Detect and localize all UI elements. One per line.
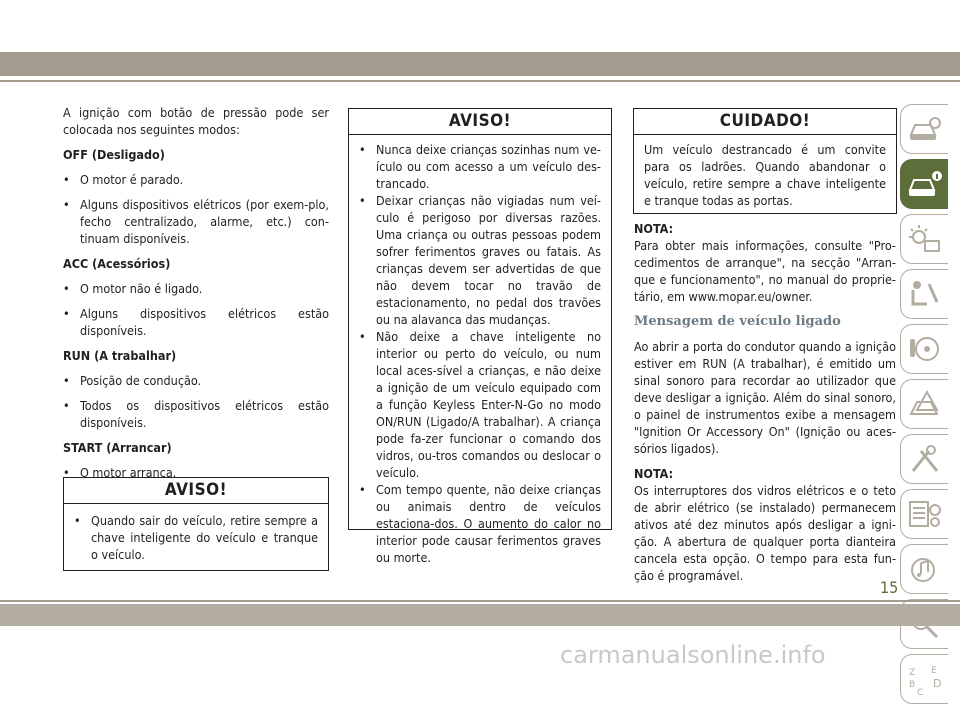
car-search-icon bbox=[907, 113, 943, 147]
bullet-item: • Posição de condução. bbox=[63, 372, 329, 389]
warning-box-children bbox=[348, 108, 612, 565]
tab-car-search[interactable] bbox=[900, 104, 948, 154]
warning-item: • Deixar crianças não vigiadas num veí-culo é perigoso por diversas razões. Uma criança ou outras pessoas podem sofrer ferimentos graves ou fatais. As crianças devem ser advertidas de que não devem tocar no travão de estacionamento, no pedal dos travões ou na alavanca das mudanças. bbox=[359, 192, 601, 328]
caution-title: CUIDADO! bbox=[634, 109, 896, 135]
airbag-seat-icon bbox=[907, 278, 943, 312]
note-text: Para obter mais informações, consulte "Pro-cedimentos de arranque", na secção "Arran-que e funcionamento", no manual do proprie-tário, em www.mopar.eu/owner. bbox=[634, 238, 896, 304]
svg-text:Z: Z bbox=[909, 668, 916, 678]
car-info-icon bbox=[907, 168, 943, 202]
section-text: Ao abrir a porta do condutor quando a ignição estiver em RUN (A trabalhar), é emitido um sinal sonoro para recordar ao utilizador que deve desligar a ignição. Além do sinal sonoro, o painel de instrumentos exibe a mensagem "Ignition Or Accessory On" (Ignição ou aces-sórios ligados). bbox=[634, 339, 896, 456]
note-text: Os interruptores dos vidros elétricos e o teto de abrir elétrico (se instalado) permanecem ativos até dez minutos após desligar a igni-ção. A abertura de qualquer porta dianteira cancela esta opção. O tempo para esta fun-ção é programável. bbox=[634, 483, 896, 583]
tab-car-info[interactable] bbox=[900, 159, 948, 209]
specs-icon bbox=[907, 498, 943, 532]
bullet-item: • Alguns dispositivos elétricos (por exem-plo, fecho centralizado, alarme, etc.) con-tinuam disponíveis. bbox=[63, 196, 329, 247]
bullet-item: • O motor não é ligado. bbox=[63, 280, 329, 297]
multimedia-icon bbox=[907, 553, 943, 587]
warning-title: AVISO! bbox=[64, 478, 328, 504]
warning-box-key bbox=[63, 477, 329, 571]
warning-light-icon bbox=[907, 223, 943, 257]
column-ignition-modes bbox=[63, 104, 329, 489]
alphabet-index-icon bbox=[907, 663, 943, 697]
tools-icon bbox=[907, 443, 943, 477]
bullet-item: • Alguns dispositivos elétricos estão disponíveis. bbox=[63, 305, 329, 339]
bottom-rule bbox=[0, 600, 960, 602]
watermark: carmanualsonline.info bbox=[560, 641, 826, 669]
mode-heading-run: RUN (A trabalhar) bbox=[63, 348, 177, 363]
steering-wheel-icon bbox=[907, 333, 943, 367]
mode-heading-start: START (Arrancar) bbox=[63, 440, 172, 455]
section-title: Mensagem de veículo ligado bbox=[634, 314, 841, 329]
top-band bbox=[0, 52, 960, 76]
tab-steering-wheel[interactable] bbox=[900, 324, 948, 374]
tab-alphabet-index[interactable] bbox=[900, 654, 948, 704]
svg-text:D: D bbox=[933, 677, 942, 690]
mode-heading-acc: ACC (Acessórios) bbox=[63, 256, 171, 271]
tab-multimedia[interactable] bbox=[900, 544, 948, 594]
svg-text:B: B bbox=[909, 680, 916, 690]
bottom-band bbox=[0, 604, 960, 626]
svg-text:C: C bbox=[917, 688, 924, 697]
warning-item: • Não deixe a chave inteligente no interior ou perto do veículo, ou num local aces-sível a crianças, e não deixe a ignição de um veículo equipado com a função Keyless Enter-N-Go no modo ON/RUN (Ligado/A trabalhar). A criança pode fa-zer funcionar o comando dos vidros, ou-tros comandos ou deslocar o veículo. bbox=[359, 328, 601, 481]
tab-warning-lights[interactable] bbox=[900, 214, 948, 264]
tab-specifications[interactable] bbox=[900, 489, 948, 539]
intro-text: A ignição com botão de pressão pode ser colocada nos seguintes modos: bbox=[63, 105, 329, 137]
warning-triangle-icon bbox=[907, 388, 943, 422]
bullet-item: • O motor é parado. bbox=[63, 171, 329, 188]
note-label: NOTA: bbox=[634, 221, 674, 236]
tab-maintenance[interactable] bbox=[900, 434, 948, 484]
page-number: 15 bbox=[880, 578, 899, 597]
tab-emergency[interactable] bbox=[900, 379, 948, 429]
caution-text: Um veículo destrancado é um convite para os ladrões. Quando abandonar o veículo, retire sempre a chave inteligente e tranque todas as portas. bbox=[644, 142, 886, 208]
warning-item: • Nunca deixe crianças sozinhas num ve-ículo ou com acesso a um veículo des-trancado. bbox=[359, 141, 601, 192]
warning-item: • Com tempo quente, não deixe crianças ou animais dentro de veículos estaciona-dos. O aumento do calor no interior pode causar ferimentos graves ou morte. bbox=[359, 481, 601, 566]
bullet-item: • O motor arranca. bbox=[63, 464, 329, 481]
top-rule bbox=[0, 80, 960, 82]
svg-text:E: E bbox=[931, 666, 937, 676]
mode-heading-off: OFF (Desligado) bbox=[63, 147, 165, 162]
column-notes bbox=[634, 220, 896, 592]
note-label: NOTA: bbox=[634, 466, 674, 481]
caution-box bbox=[633, 108, 897, 214]
bullet-item: • Todos os dispositivos elétricos estão disponíveis. bbox=[63, 397, 329, 431]
warning-title: AVISO! bbox=[349, 109, 611, 135]
tab-airbag-seat[interactable] bbox=[900, 269, 948, 319]
warning-item: • Quando sair do veículo, retire sempre a chave inteligente do veículo e tranque o veículo. bbox=[74, 512, 318, 563]
